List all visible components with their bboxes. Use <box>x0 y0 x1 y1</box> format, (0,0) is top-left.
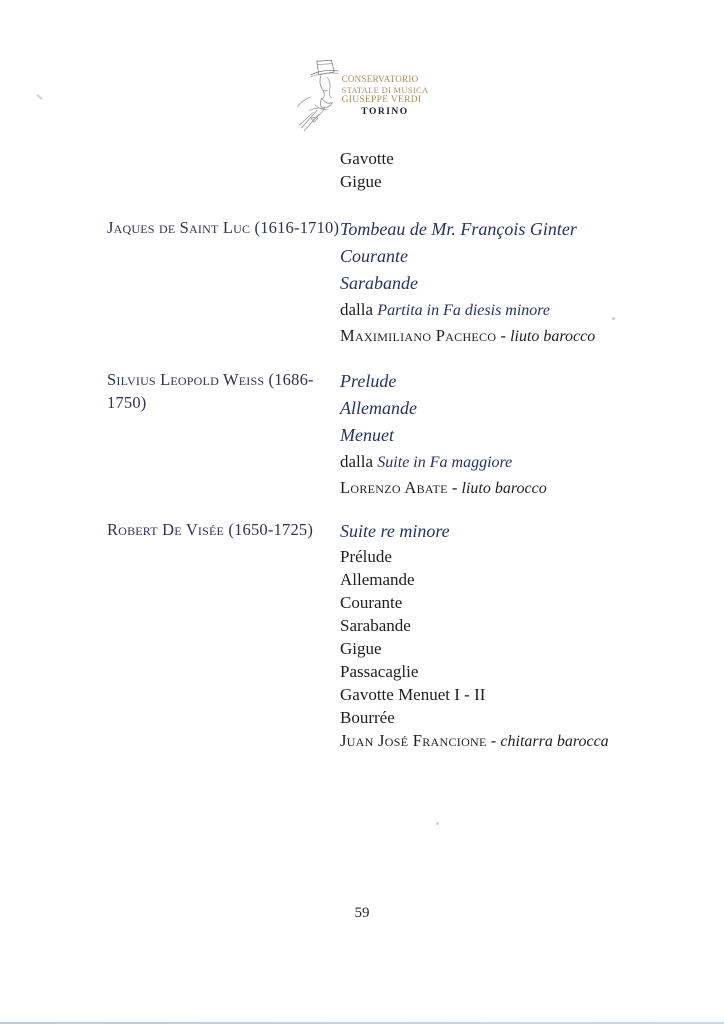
program-block <box>107 518 688 753</box>
piece-title: Suite re minore <box>340 521 450 541</box>
program-block <box>107 216 688 348</box>
logo-text <box>342 74 429 117</box>
performer-line: Juan José Francione - chitarra barocca <box>340 731 609 750</box>
page-number: 59 <box>354 905 370 921</box>
piece-movement: Prélude <box>340 547 392 566</box>
piece-movement: Gavotte Menuet I - II <box>340 685 486 704</box>
program-block <box>107 368 688 500</box>
pieces-column <box>340 368 688 500</box>
composer-name-line: 1750) <box>107 393 147 412</box>
piece-movement: Bourrée <box>340 708 395 727</box>
pieces-column <box>340 216 688 348</box>
logo-line-conservatorio: CONSERVATORIO <box>341 74 419 84</box>
piece-movement: Sarabande <box>340 616 411 635</box>
logo-line-giuseppe-verdi: GIUSEPPE VERDI <box>341 95 422 105</box>
composer-name-line: Jaques de Saint Luc (1616-1710) <box>107 218 340 237</box>
piece-movement: Gigue <box>340 172 382 191</box>
performer-line: Maximiliano Pacheco - liuto barocco <box>340 326 596 345</box>
work-source: dalla Partita in Fa diesis minore <box>340 300 551 319</box>
composer-name <box>107 368 340 414</box>
scan-speck <box>36 94 43 100</box>
piece-movement: Allemande <box>340 570 415 589</box>
pieces-column <box>340 518 688 753</box>
scan-speck <box>612 317 615 320</box>
composer-name-line: Robert De Visée (1650-1725) <box>107 520 314 539</box>
piece-title: Prelude <box>340 371 397 391</box>
program-block <box>107 147 688 193</box>
piece-movement: Gavotte <box>340 149 394 168</box>
piece-title: Menuet <box>340 425 394 445</box>
logo-line-statale: STATALE DI MUSICA <box>341 84 429 95</box>
composer-name-line: Silvius Leopold Weiss (1686- <box>107 370 314 389</box>
pieces-column <box>340 147 688 193</box>
piece-title: Allemande <box>340 398 417 418</box>
scan-speck <box>436 822 439 825</box>
conservatory-logo <box>296 58 429 136</box>
piece-title: Tombeau de Mr. François Ginter <box>340 219 577 239</box>
logo-city: TORINO <box>361 106 409 117</box>
performer-line: Lorenzo Abate - liuto barocco <box>340 478 547 497</box>
composer-name <box>107 216 340 239</box>
composer-name <box>107 518 340 541</box>
piece-movement: Gigue <box>340 639 382 658</box>
piece-movement: Courante <box>340 593 403 612</box>
piece-title: Sarabande <box>340 273 418 293</box>
work-source: dalla Suite in Fa maggiore <box>340 452 513 471</box>
piece-title: Courante <box>340 246 409 266</box>
piece-movement: Passacaglie <box>340 662 419 681</box>
program-list <box>107 147 688 753</box>
